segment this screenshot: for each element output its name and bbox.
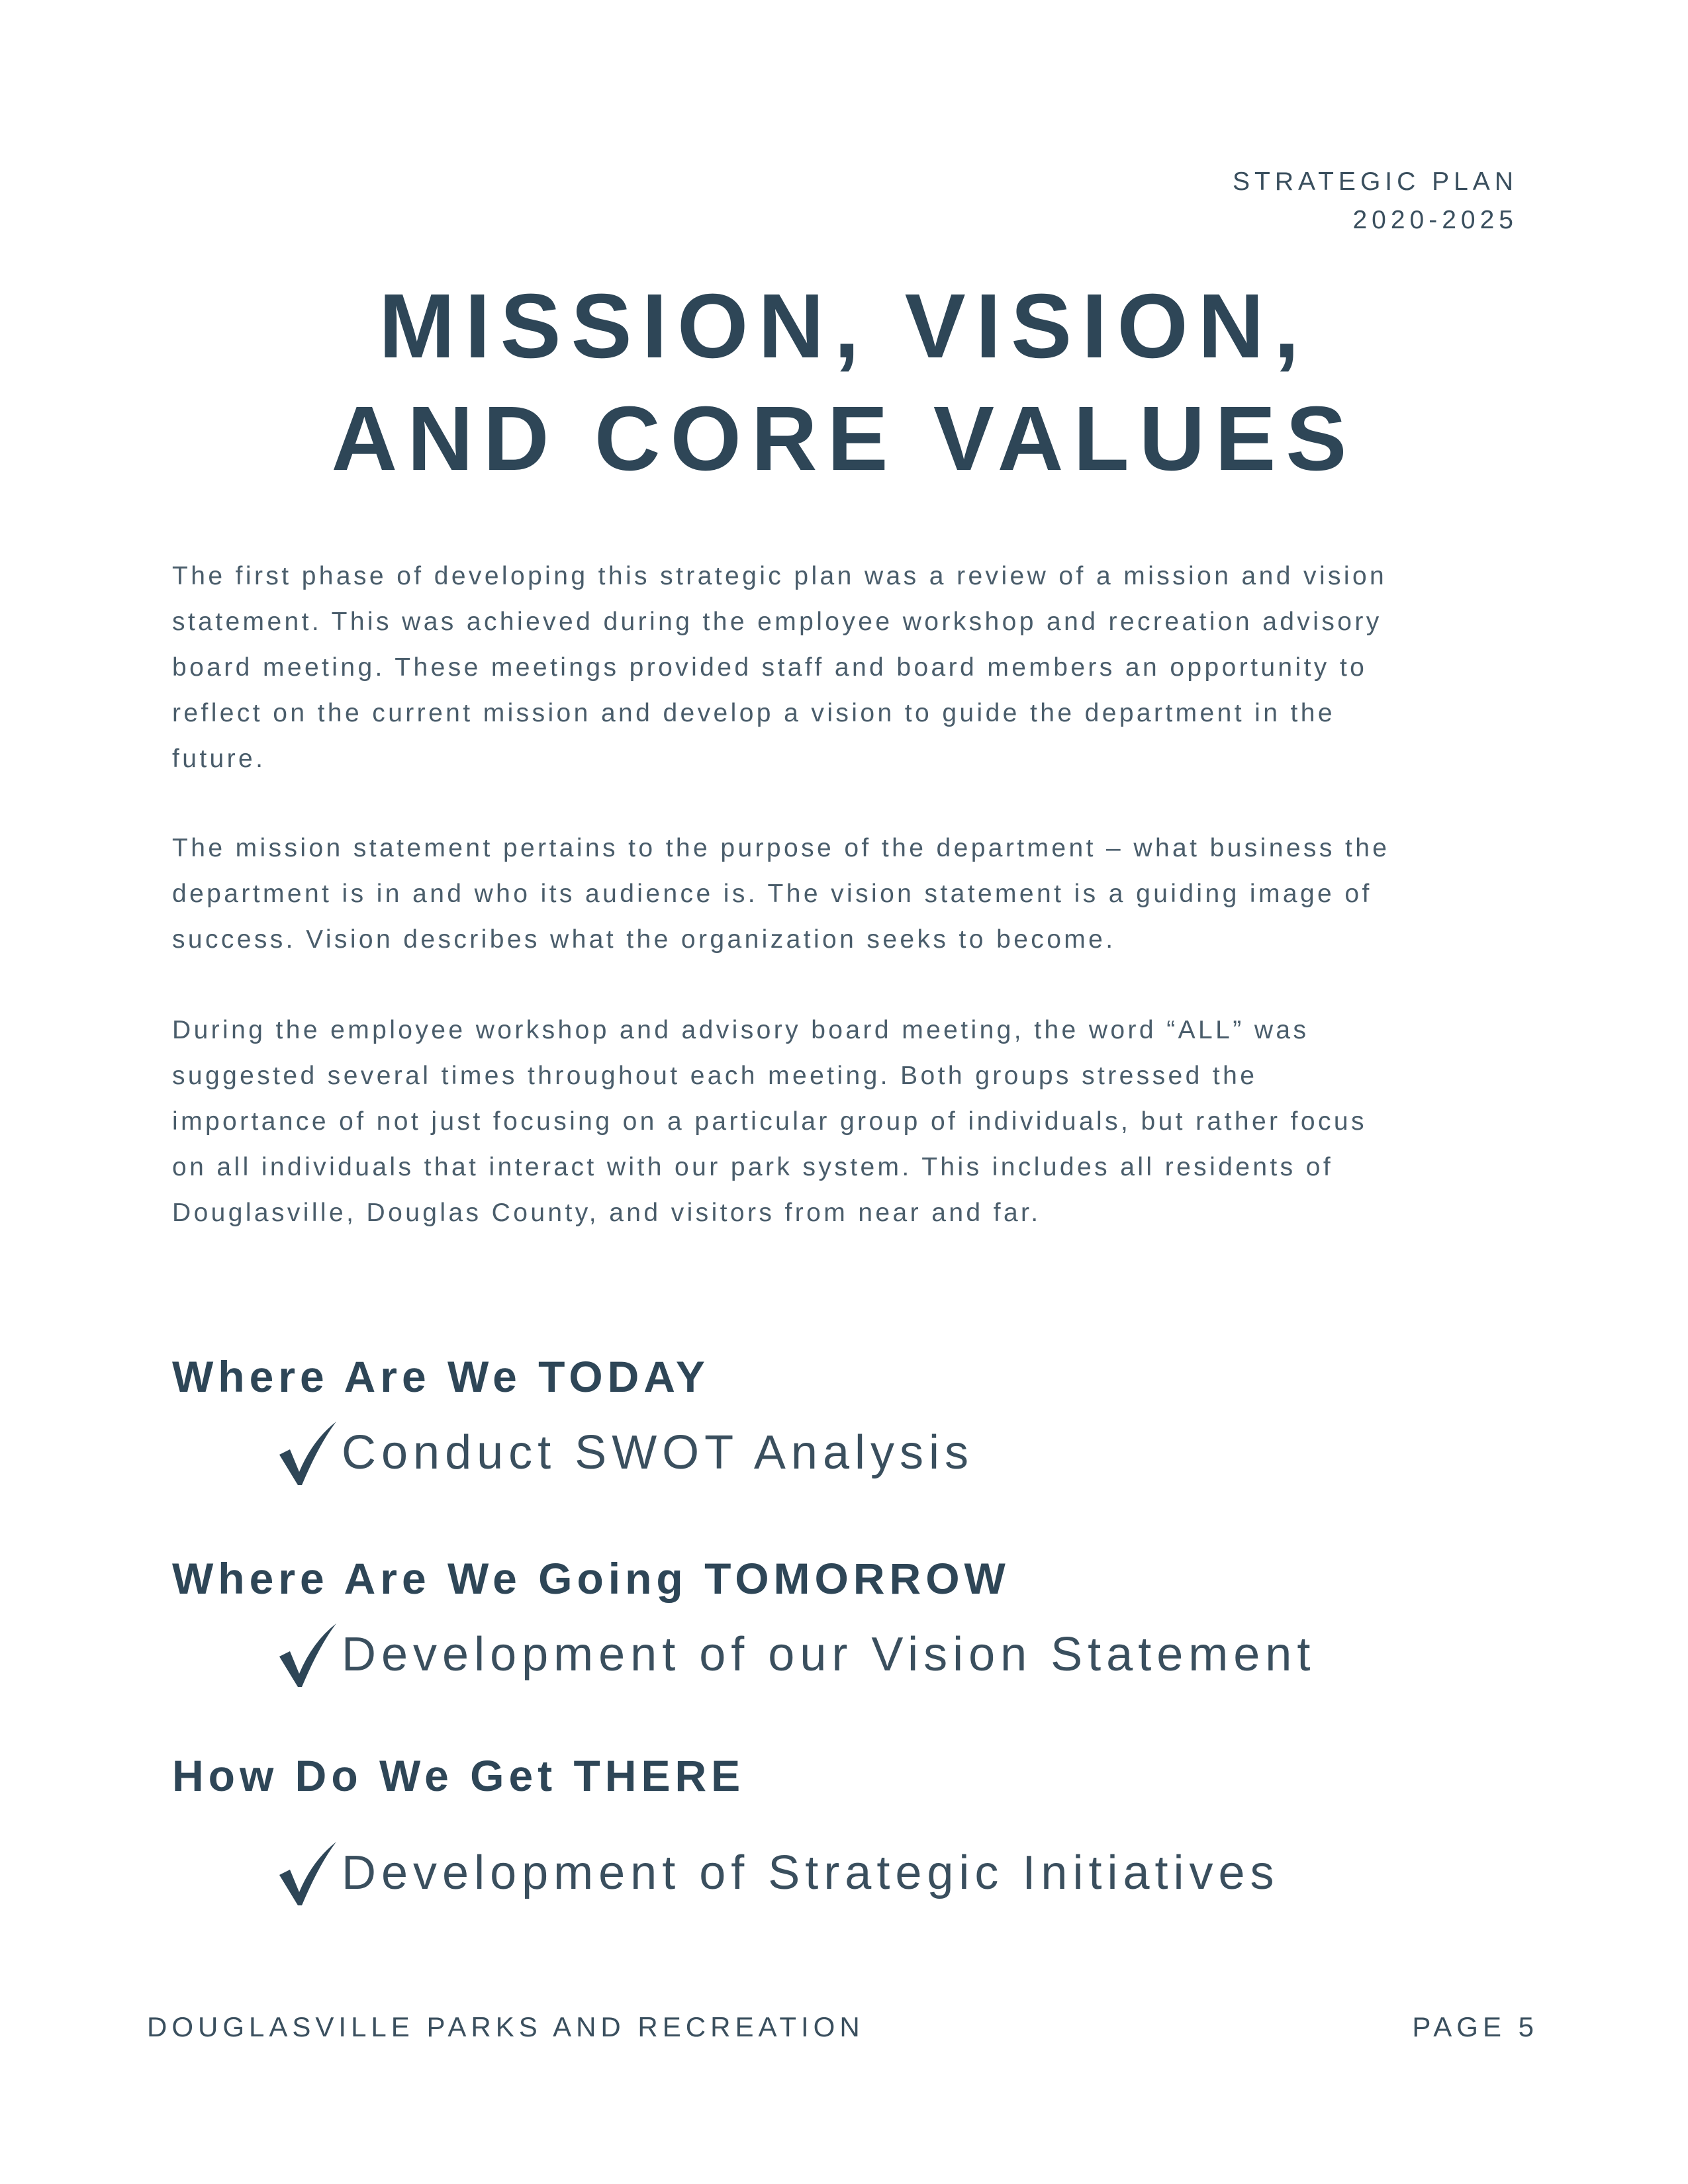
intro-paragraph: [172, 553, 1529, 782]
paragraph-line: importance of not just focusing on a particular group of individuals, but rather focus: [172, 1107, 1367, 1136]
paragraph-line: suggested several times throughout each meeting. Both groups stressed the: [172, 1062, 1258, 1090]
paragraph-line: reflect on the current mission and develop a vision to guide the department in the: [172, 699, 1335, 727]
step-item-text: Conduct SWOT Analysis: [342, 1426, 974, 1479]
paragraph-line: department is in and who its audience is. The vision statement is a guiding image of: [172, 880, 1372, 908]
footer-organization: DOUGLASVILLE PARKS AND RECREATION: [147, 2011, 865, 2042]
header-plan-years: 2020-2025: [1352, 206, 1518, 234]
mission-vision-paragraph: [172, 825, 1529, 962]
paragraph-line: During the employee workshop and advisory board meeting, the word “ALL” was: [172, 1016, 1309, 1044]
checkmark-icon: [275, 1618, 342, 1691]
page-title-line-2: AND CORE VALUES: [331, 388, 1357, 490]
header-plan-label: STRATEGIC PLAN: [1232, 167, 1518, 196]
page-title-line-1: MISSION, VISION,: [379, 275, 1309, 377]
footer-page-number: PAGE 5: [1412, 2011, 1538, 2042]
workshop-paragraph: [172, 1007, 1529, 1236]
paragraph-line: The first phase of developing this strategic plan was a review of a mission and vision: [172, 562, 1387, 590]
step-heading-tomorrow: Where Are We Going TOMORROW: [172, 1554, 1010, 1603]
checkmark-icon: [275, 1416, 342, 1489]
paragraph-line: future.: [172, 745, 266, 773]
step-heading-today: Where Are We TODAY: [172, 1352, 710, 1401]
paragraph-line: Douglasville, Douglas County, and visitors from near and far.: [172, 1199, 1041, 1227]
paragraph-line: statement. This was achieved during the employee workshop and recreation advisory: [172, 608, 1382, 636]
step-heading-there: How Do We Get THERE: [172, 1751, 745, 1800]
step-item-swot: [275, 1416, 974, 1489]
paragraph-line: on all individuals that interact with our park system. This includes all residents of: [172, 1153, 1334, 1181]
step-item-vision: [275, 1618, 1315, 1691]
checkmark-icon: [275, 1837, 342, 1909]
step-item-text: Development of Strategic Initiatives: [342, 1846, 1280, 1899]
paragraph-line: board meeting. These meetings provided staff and board members an opportunity to: [172, 653, 1368, 682]
step-item-text: Development of our Vision Statement: [342, 1628, 1316, 1681]
step-item-initiatives: [275, 1837, 1280, 1909]
paragraph-line: success. Vision describes what the organization seeks to become.: [172, 925, 1116, 954]
paragraph-line: The mission statement pertains to the purpose of the department – what business the: [172, 834, 1390, 862]
